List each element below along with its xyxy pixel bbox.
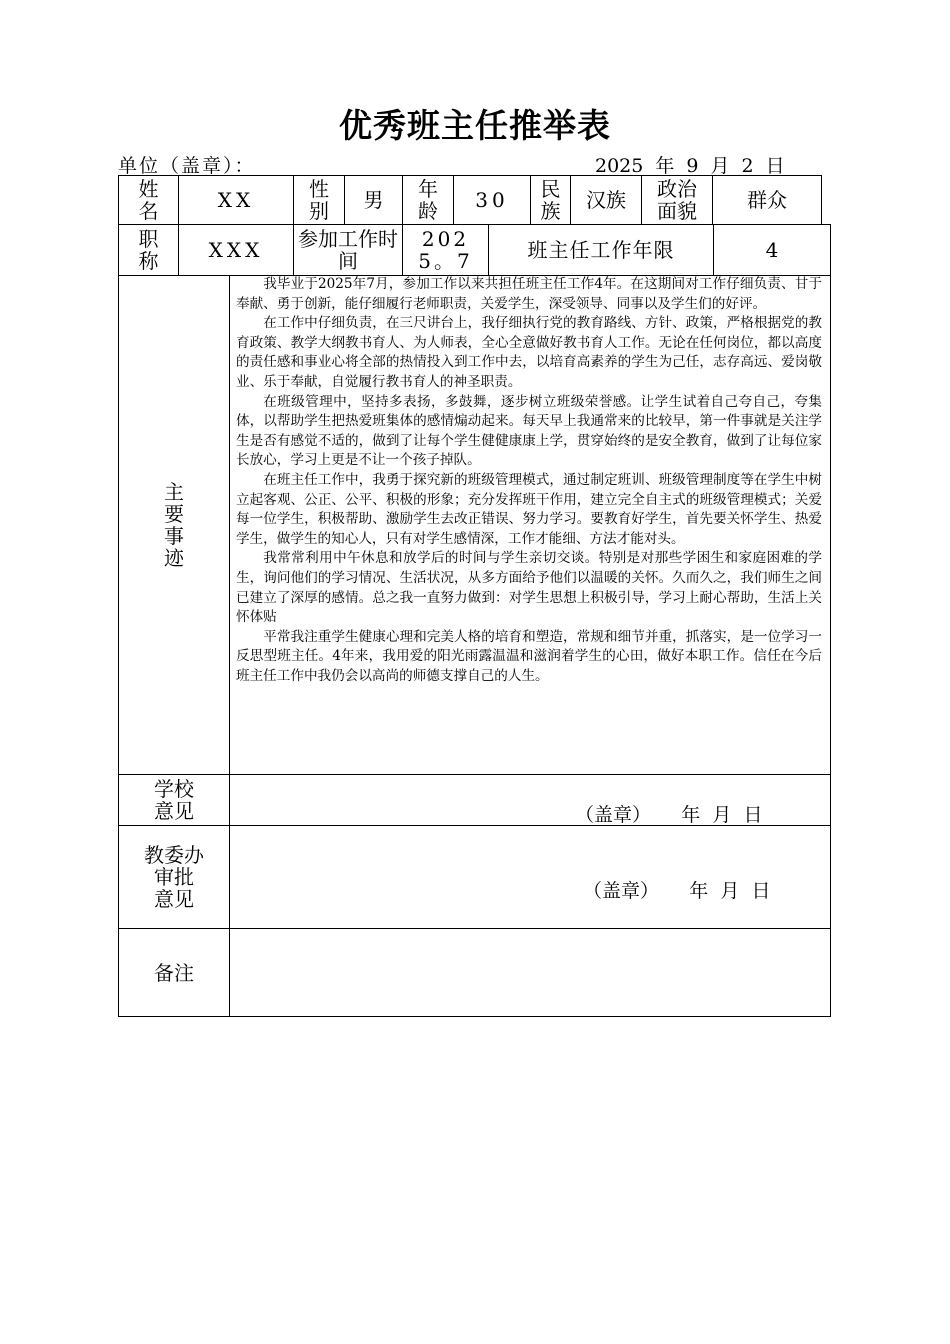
date-year: 2025 bbox=[595, 155, 644, 177]
name-label-cell bbox=[118, 175, 179, 225]
school-stamp-line: （盖章） 年 月 日 bbox=[575, 804, 763, 826]
name-label: 姓名 bbox=[138, 177, 159, 223]
name-value: XX bbox=[178, 175, 294, 225]
remarks-content-cell bbox=[229, 928, 831, 1017]
school-label-line1: 学校 bbox=[154, 777, 194, 801]
education-stamp: （盖章） bbox=[583, 880, 660, 902]
political-label: 政治面貌 bbox=[657, 177, 697, 223]
title-label-cell bbox=[118, 224, 179, 276]
date-month: 9 bbox=[686, 155, 699, 177]
paragraph: 我毕业于2025年7月，参加工作以来共担任班主任工作4年。在这期间对工作仔细负责、甘于奉献、勇于创新，能仔细履行老师职责，关爱学生，深受领导、同事以及学生们的好评。 bbox=[236, 276, 822, 312]
date-day: 2 bbox=[741, 155, 754, 177]
paragraph: 平常我注重学生健康心理和完美人格的培育和塑造，常规和细节并重，抓落实，是一位学习一反思型班主任。4年来，我用爱的阳光雨露温温和滋润着学生的心田，做好本职工作。信任在今后班主任工作中我仍会以高尚的师德支撑自己的人生。 bbox=[236, 628, 822, 684]
work-start-value: 2025。7 bbox=[418, 227, 473, 273]
work-start-value-cell bbox=[402, 224, 489, 276]
remarks-label: 备注 bbox=[118, 928, 230, 1017]
main-label: 主要事迹 bbox=[164, 480, 184, 570]
age-value: 30 bbox=[453, 175, 531, 225]
unit-label: 单位（盖章）： bbox=[118, 155, 256, 177]
education-label-cell bbox=[118, 825, 230, 929]
ethnic-label-cell bbox=[530, 175, 571, 225]
age-label-cell bbox=[402, 175, 454, 225]
education-label-line3: 意见 bbox=[154, 887, 194, 911]
page-title: 优秀班主任推举表 bbox=[339, 106, 611, 145]
years-value: 4 bbox=[713, 224, 831, 276]
paragraph: 我常常利用中午休息和放学后的时间与学生亲切交谈。特别是对那些学困生和家庭困难的学生，询问他们的学习情况、生活状况，从多方面给予他们以温暖的关怀。久而久之，我们师生之间已建立了深厚的感情。总之我一直努力做到：对学生思想上积极引导，学习上耐心帮助，生活上关怀体贴 bbox=[236, 550, 822, 626]
date-month-unit: 月 bbox=[710, 155, 730, 177]
political-value: 群众 bbox=[712, 175, 822, 225]
education-stamp-line: （盖章） 年 月 日 bbox=[583, 880, 771, 902]
work-start-label-cell bbox=[293, 224, 403, 276]
ethnic-value: 汉族 bbox=[570, 175, 642, 225]
paragraph: 在班主任工作中，我勇于探究新的班级管理模式，通过制定班训、班级管理制度等在学生中树立起客观、公正、公平、积极的形象；充分发挥班干作用，建立完全自主式的班级管理模式；关爱每一位学生，积极帮助、激励学生去改正错误、努力学习。要教育好学生，首先要关怀学生、热爱学生，做学生的知心人，只有对学生感情深，工作才能细、方法才能对头。 bbox=[236, 471, 822, 547]
school-stamp: （盖章） bbox=[575, 804, 652, 826]
form-date bbox=[595, 151, 797, 178]
school-label-cell bbox=[118, 774, 230, 826]
paragraph: 在班级管理中，坚持多表扬，多鼓舞，逐步树立班级荣誉感。让学生试着自己夸自己，夸集体，以帮助学生把热爱班集体的感情煽动起来。每天早上我通常来的比较早，第一件事就是关注学生是否有感觉不适的，做到了让每个学生健健康康上学，贯穿始终的是安全教育，做到了让每位家长放心，学习上更是不让一个孩子掉队。 bbox=[236, 393, 822, 469]
work-start-label: 参加工作时间 bbox=[298, 227, 398, 273]
gender-value: 男 bbox=[344, 175, 403, 225]
date-day-unit: 日 bbox=[765, 155, 785, 177]
school-label-line2: 意见 bbox=[154, 799, 194, 823]
title-value: XXX bbox=[178, 224, 294, 276]
date-year-unit: 年 bbox=[655, 155, 675, 177]
years-label: 班主任工作年限 bbox=[488, 224, 714, 276]
gender-label-cell bbox=[293, 175, 345, 225]
political-label-cell bbox=[641, 175, 713, 225]
paragraph: 在工作中仔细负责，在三尺讲台上，我仔细执行党的教育路线、方针、政策，严格根据党的教育政策、教学大纲教书育人、为人师表，全心全意做好教书育人工作。无论在任何岗位，都以高度的责任感和事业心将全部的热情投入到工作中去，以培育高素养的学生为己任，志存高远、爱岗敬业、乐于奉献，自觉履行教书育人的神圣职责。 bbox=[236, 315, 822, 390]
gender-label: 性别 bbox=[309, 177, 329, 223]
education-label-line1: 教委办 bbox=[144, 843, 204, 867]
main-deeds-text bbox=[236, 275, 822, 686]
age-label: 年龄 bbox=[418, 177, 438, 223]
education-label-line2: 审批 bbox=[154, 865, 194, 889]
title-label: 职称 bbox=[138, 227, 159, 273]
main-label-cell bbox=[118, 275, 230, 775]
ethnic-label: 民族 bbox=[540, 177, 561, 223]
